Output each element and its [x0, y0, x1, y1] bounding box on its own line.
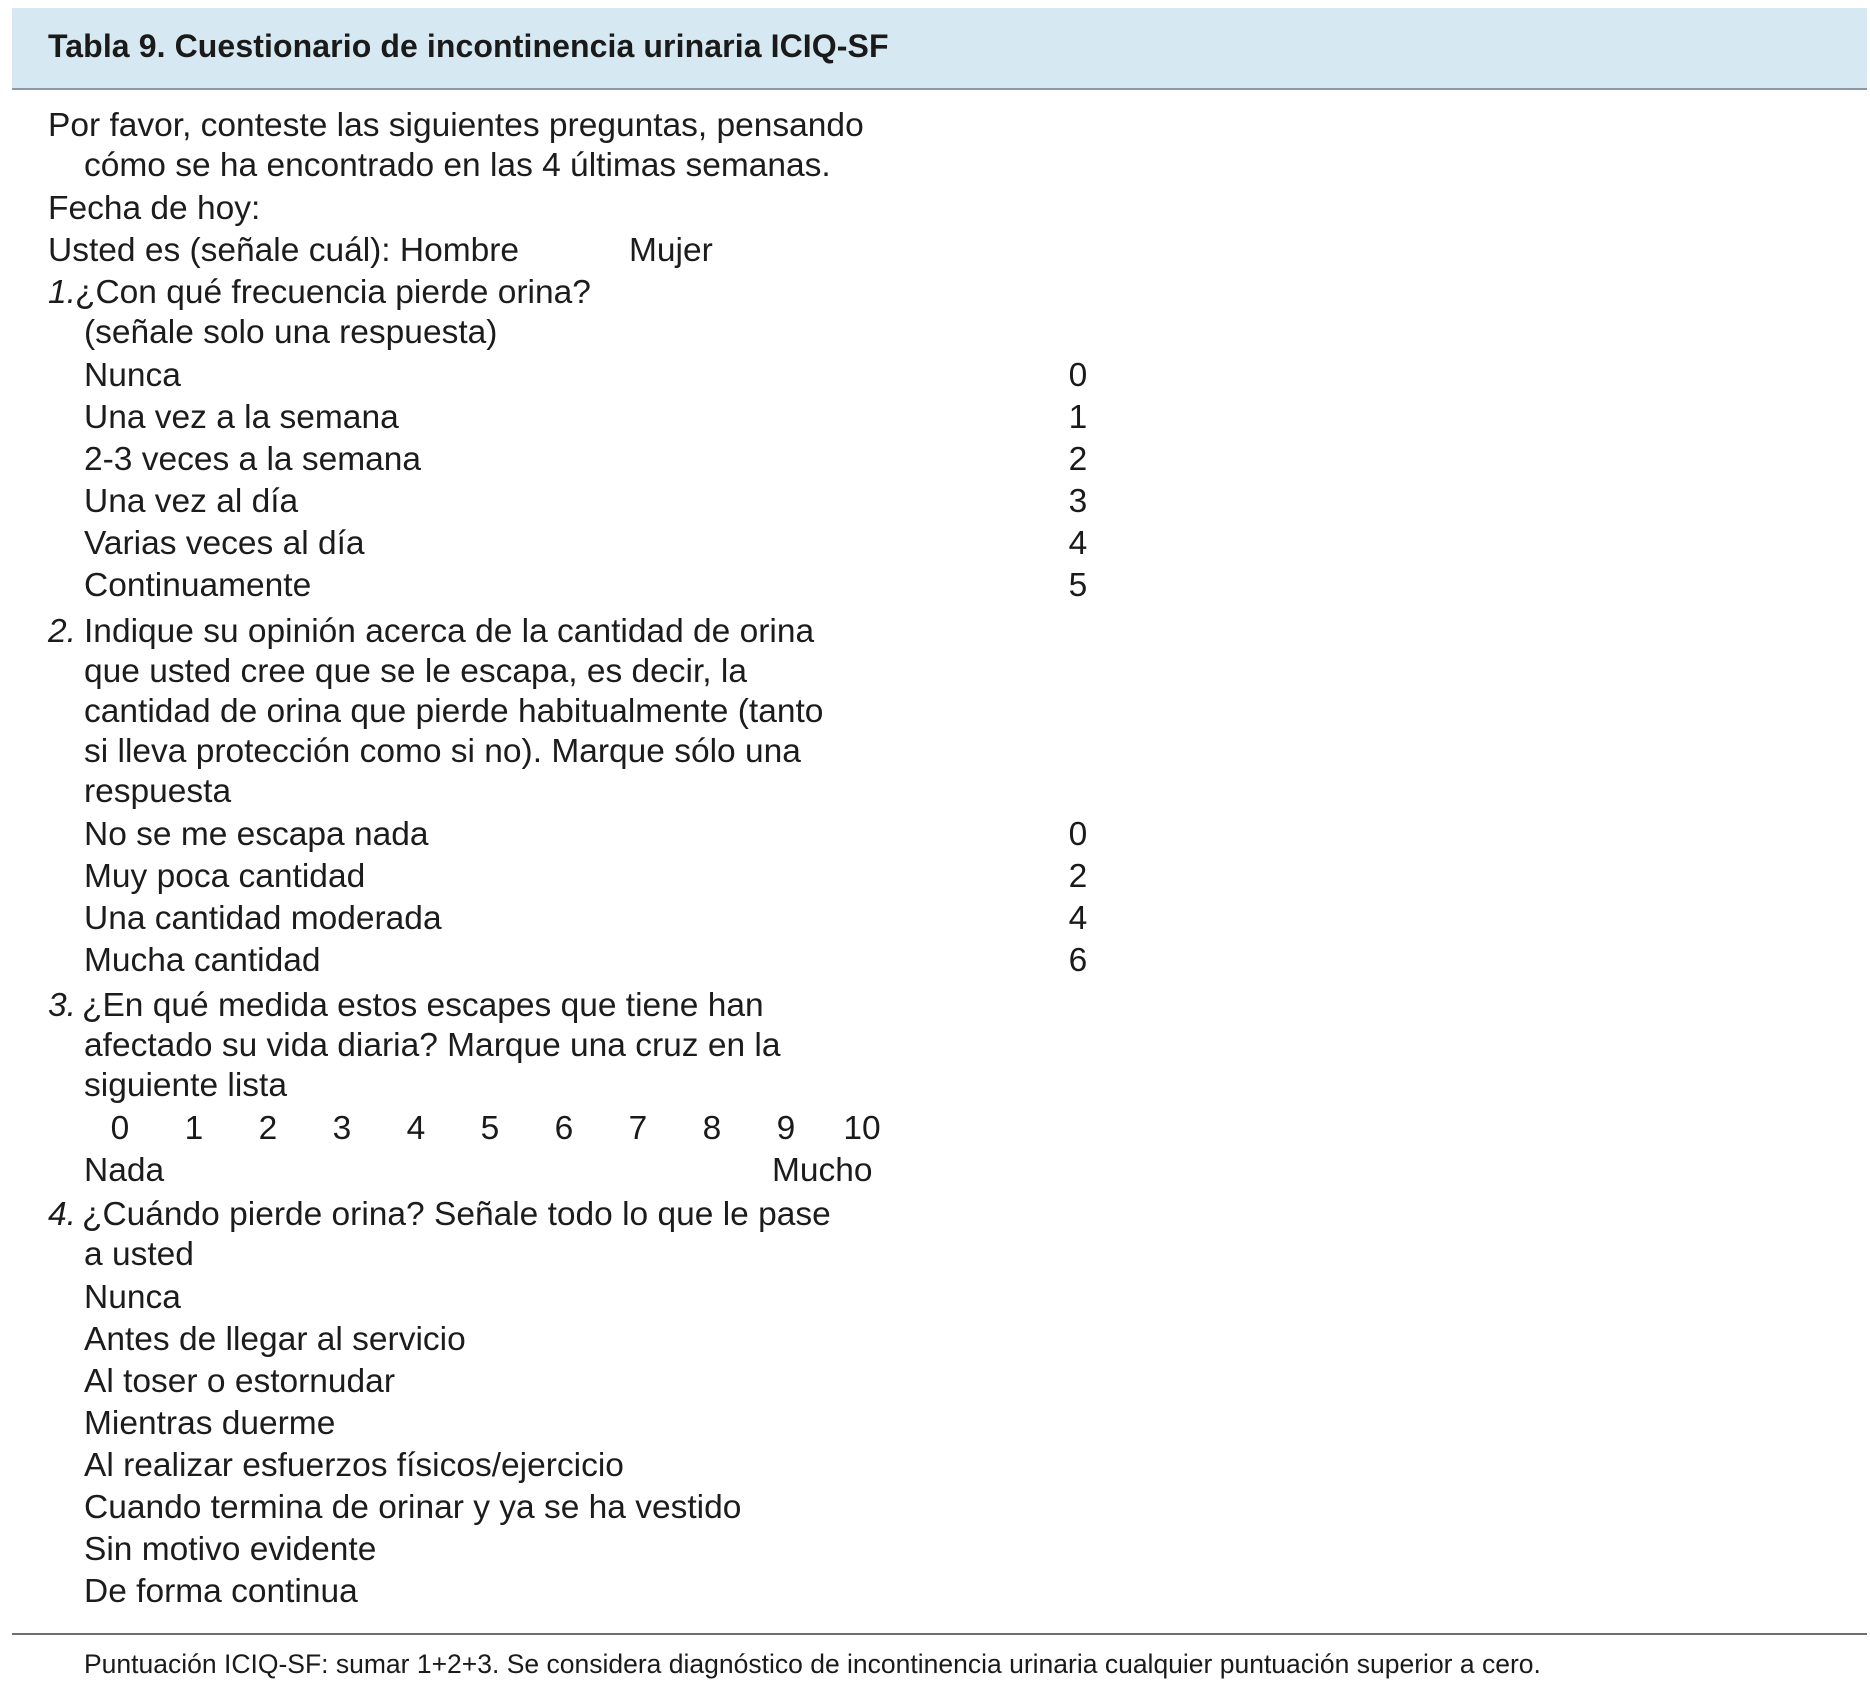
q2-text-line: si lleva protección como si no). Marque sólo una: [84, 733, 801, 770]
sex-option-female: Mujer: [629, 232, 713, 269]
q2-option-score: 4: [1068, 900, 1088, 937]
q4-option: Antes de llegar al servicio: [84, 1321, 466, 1358]
q1-option-score: 0: [1068, 357, 1088, 394]
q2-text-line: cantidad de orina que pierde habitualmente (tanto: [84, 693, 824, 730]
q3-text-line: afectado su vida diaria? Marque una cruz en la: [84, 1027, 781, 1064]
q3-scale-value: 0: [110, 1110, 130, 1147]
q4-option: Nunca: [84, 1279, 181, 1316]
q4-option: De forma continua: [84, 1573, 358, 1610]
q3-scale-value: 8: [702, 1110, 722, 1147]
q3-low-label: Nada: [84, 1152, 165, 1189]
q2-option-label: No se me escapa nada: [84, 816, 429, 853]
q4-text-line: ¿Cuándo pierde orina? Señale todo lo que le pase: [82, 1196, 831, 1233]
q1-option-label: Continuamente: [84, 567, 312, 604]
q4-option: Mientras duerme: [84, 1405, 336, 1442]
q1-option-score: 5: [1068, 567, 1088, 604]
q1-option-label: Una vez a la semana: [84, 399, 399, 436]
q1-number: 1.: [48, 274, 76, 311]
q1-option-label: Nunca: [84, 357, 181, 394]
q3-scale-value: 5: [480, 1110, 500, 1147]
q1-option-label: Una vez al día: [84, 483, 299, 520]
q3-text-line: ¿En qué medida estos escapes que tiene han: [82, 987, 764, 1024]
q4-option: Cuando termina de orinar y ya se ha vestido: [84, 1489, 742, 1526]
q1-option-score: 2: [1068, 441, 1088, 478]
q2-option-label: Una cantidad moderada: [84, 900, 442, 937]
q3-scale-value: 9: [776, 1110, 796, 1147]
q3-scale-value: 10: [843, 1110, 881, 1147]
q3-scale-value: 2: [258, 1110, 278, 1147]
intro-line-2: cómo se ha encontrado en las 4 últimas semanas.: [84, 147, 831, 184]
q3-scale-value: 4: [406, 1110, 426, 1147]
q2-option-score: 2: [1068, 858, 1088, 895]
date-label: Fecha de hoy:: [48, 190, 261, 227]
q2-text-line: que usted cree que se le escapa, es decir, la: [84, 653, 747, 690]
q4-option: Al realizar esfuerzos físicos/ejercicio: [84, 1447, 624, 1484]
q3-scale-value: 1: [184, 1110, 204, 1147]
sex-label: Usted es (señale cuál): Hombre: [48, 232, 520, 269]
footnote: Puntuación ICIQ-SF: sumar 1+2+3. Se considera diagnóstico de incontinencia urinaria cualquier puntuación superior a cero.: [84, 1649, 1541, 1679]
q2-option-label: Muy poca cantidad: [84, 858, 366, 895]
q4-number: 4.: [48, 1196, 76, 1233]
q1-text-line-2: (señale solo una respuesta): [84, 314, 498, 351]
q2-text-line: respuesta: [84, 773, 232, 810]
q3-scale-value: 3: [332, 1110, 352, 1147]
q3-scale-value: 7: [628, 1110, 648, 1147]
q3-text-line: siguiente lista: [84, 1067, 287, 1104]
q2-option-label: Mucha cantidad: [84, 942, 321, 979]
q1-option-score: 1: [1068, 399, 1088, 436]
q2-option-score: 6: [1068, 942, 1088, 979]
q1-option-score: 3: [1068, 483, 1088, 520]
footer-divider: [12, 1633, 1867, 1635]
table-title: Tabla 9. Cuestionario de incontinencia urinaria ICIQ-SF: [48, 28, 889, 64]
q3-scale-value: 6: [554, 1110, 574, 1147]
q3-number: 3.: [48, 987, 76, 1024]
q1-option-label: Varias veces al día: [84, 525, 365, 562]
q4-text-line: a usted: [84, 1236, 194, 1273]
q2-option-score: 0: [1068, 816, 1088, 853]
q2-text-line: Indique su opinión acerca de la cantidad de orina: [84, 613, 815, 650]
q4-option: Sin motivo evidente: [84, 1531, 377, 1568]
q2-number: 2.: [48, 613, 76, 650]
q1-option-score: 4: [1068, 525, 1088, 562]
q1-text-line-1: ¿Con qué frecuencia pierde orina?: [75, 274, 591, 311]
q3-high-label: Mucho: [772, 1152, 873, 1189]
intro-line-1: Por favor, conteste las siguientes preguntas, pensando: [48, 107, 864, 144]
q4-option: Al toser o estornudar: [84, 1363, 395, 1400]
q1-option-label: 2-3 veces a la semana: [84, 441, 422, 478]
